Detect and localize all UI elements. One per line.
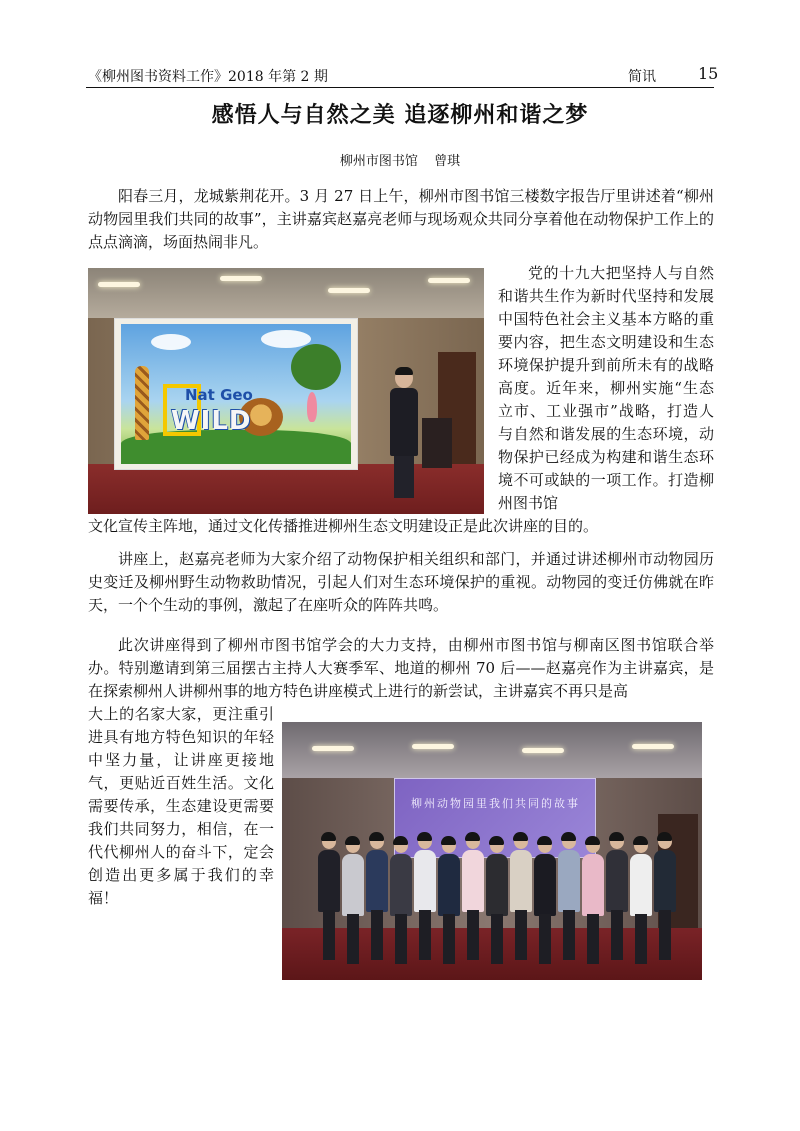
speaker [390,388,418,456]
ceiling-light [428,278,470,283]
person [414,850,436,912]
person-hair [417,832,432,841]
person-hair [537,836,552,845]
podium [422,418,452,468]
journal-header: 《柳州图书资料工作》2018 年第 2 期 [88,69,328,85]
person [342,854,364,916]
person [390,854,412,916]
person-legs [347,914,359,964]
person-hair [369,832,384,841]
ceiling [88,268,484,318]
nat-geo-logo-text: Nat Geo [185,386,253,404]
person-legs [323,910,335,960]
slide-title: 柳州动物园里我们共同的故事 [411,797,580,810]
header-rule [86,87,714,88]
paragraph-3: 讲座上，赵嘉亮老师为大家介绍了动物保护相关组织和部门，并通过讲述柳州市动物园历史变迁及柳州野生动物救助情况，引起人们对生态环境保护的重视。动物园的变迁仿佛就在昨天，一个个生动的事例，激起了在座听众的阵阵共鸣。 [88,550,714,614]
person [654,850,676,912]
giraffe [135,366,149,440]
ceiling-light [632,744,674,749]
lecture-photo [88,268,484,514]
ceiling-light [220,276,262,281]
wild-logo-text: WILD [171,406,252,436]
ceiling-light [312,746,354,751]
group-photo [282,722,702,980]
person-hair [561,832,576,841]
person [510,850,532,912]
person-hair [345,836,360,845]
person-hair [633,836,648,845]
person [558,850,580,912]
person-legs [491,914,503,964]
person [366,850,388,912]
person [606,850,628,912]
byline [0,150,800,169]
person-legs [467,910,479,960]
person-hair [609,832,624,841]
person-hair [585,836,600,845]
person-legs [419,910,431,960]
ceiling-light [412,744,454,749]
person-legs [563,910,575,960]
ceiling-light [522,748,564,753]
wildlife-slide [121,324,351,464]
red-carpet-floor [88,464,484,514]
tree [291,344,341,390]
person [582,854,604,916]
flamingo [307,392,317,422]
page-number: 15 [698,64,719,83]
ceiling-light [328,288,370,293]
ceiling-light [98,282,140,287]
cloud [261,330,311,348]
paragraph-2: 党的十九大把坚持人与自然和谐共生作为新时代坚持和发展中国特色社会主义基本方略的重要内容，把生态文明建设和生态环境保护提升到前所未有的战略高度。近年来，柳州实施“生态立市、工业强市”战略，打造人与自然和谐发展的生态环境，动物保护已经成为构建和谐生态环境不可或缺的一项工作。打造柳州图书馆 [498,264,714,512]
person-legs [515,910,527,960]
person-hair [441,836,456,845]
person-legs [539,914,551,964]
person-legs [443,914,455,964]
person [318,850,340,912]
author-org: 柳州市图书馆 [339,154,418,169]
paragraph-2-continued: 文化宣传主阵地，通过文化传播推进柳州生态文明建设正是此次讲座的目的。 [88,517,599,535]
projection-screen [114,318,358,470]
person-legs [395,914,407,964]
person-hair [657,832,672,841]
cloud [151,334,191,350]
person [486,854,508,916]
section-label: 简讯 [628,69,656,85]
person [630,854,652,916]
person-legs [371,910,383,960]
person-legs [635,914,647,964]
person [534,854,556,916]
speaker-hair [395,367,413,375]
paragraph-1: 阳春三月，龙城紫荆花开。3 月 27 日上午，柳州市图书馆三楼数字报告厅里讲述着“柳州动物园里我们共同的故事”，主讲嘉宾赵嘉亮老师与现场观众共同分享着他在动物保护工作上的点点滴滴，场面热闹非凡。 [88,187,714,251]
person-legs [659,910,671,960]
paragraph-5: 大上的名家大家，更注重引进具有地方特色知识的年轻中坚力量，让讲座更接地气，更贴近百姓生活。文化需要传承，生态建设更需要我们共同努力，相信，在一代代柳州人的奋斗下，定会创造出更多属于我们的幸福！ [88,705,274,907]
person-hair [513,832,528,841]
person-legs [587,914,599,964]
person [438,854,460,916]
person-hair [393,836,408,845]
person-hair [321,832,336,841]
author-name: 曾琪 [434,154,461,169]
person [462,850,484,912]
person-hair [465,832,480,841]
article-title: 感悟人与自然之美 追逐柳州和谐之梦 [211,103,589,128]
person-hair [489,836,504,845]
paragraph-4: 此次讲座得到了柳州市图书馆学会的大力支持，由柳州市图书馆与柳南区图书馆联合举办。特别邀请到第三届摆古主持人大赛季军、地道的柳州 70 后——赵嘉亮作为主讲嘉宾，是在探索柳州人讲柳州事的地方特色讲座模式上进行的新尝试，主讲嘉宾不再只是高 [88,636,714,700]
person-legs [611,910,623,960]
speaker-legs [394,454,414,498]
